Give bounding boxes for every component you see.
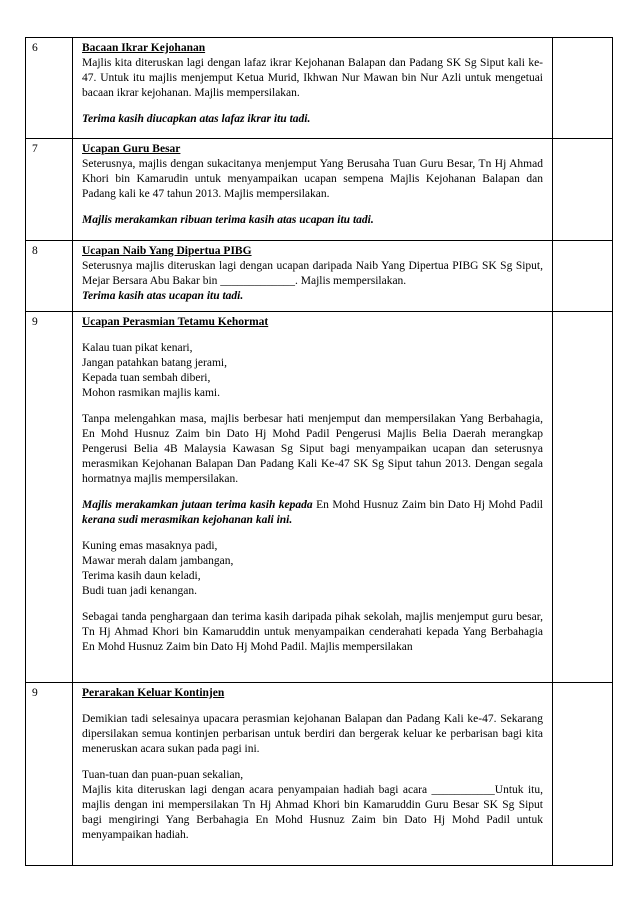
checkbox-cell <box>553 139 613 241</box>
thanks-tail: kerana sudi merasmikan kejohanan kali ini. <box>82 514 293 526</box>
pantun-line: Mohon rasmikan majlis kami. <box>82 387 220 399</box>
item-number: 9 <box>26 312 73 683</box>
item-number: 6 <box>26 38 73 139</box>
item-number: 8 <box>26 241 73 312</box>
item-paragraph: Seterusnya, majlis dengan sukacitanya menjemput Yang Berusaha Tuan Guru Besar, Tn Hj Ahmad Khori bin Kamarudin untuk menyampaikan ucapan sempena Majlis Kejohanan Balapan dan Padang kali ke 47 tahun 2013. Majlis mempersilakan. <box>82 158 543 200</box>
item-number: 9 <box>26 683 73 866</box>
checkbox-cell <box>553 241 613 312</box>
pantun-line: Budi tuan jadi kenangan. <box>82 585 197 597</box>
table-row <box>26 139 613 241</box>
pantun-line: Kepada tuan sembah diberi, <box>82 372 211 384</box>
pantun-line: Kuning emas masaknya padi, <box>82 540 218 552</box>
item-content <box>73 139 553 241</box>
item-content <box>73 241 553 312</box>
item-paragraph: Seterusnya majlis diteruskan lagi dengan ucapan daripada Naib Yang Dipertua PIBG SK Sg Siput, Mejar Bersara Abu Bakar bin _____________. Majlis mempersilakan. <box>82 260 543 287</box>
item-closing: Terima kasih atas ucapan itu tadi. <box>82 290 244 302</box>
table-row <box>26 683 613 866</box>
pantun-line: Jangan patahkan batang jerami, <box>82 357 227 369</box>
checkbox-cell <box>553 38 613 139</box>
item-paragraph: Majlis kita diteruskan lagi dengan lafaz ikrar Kejohanan Balapan dan Padang SK Sg Siput kali ke-47. Untuk itu majlis menjemput Ketua Murid, Ikhwan Nur Mawan bin Nur Azli untuk mengetuai bacaan ikrar kejohanan. Majlis mempersilakan. <box>82 57 543 99</box>
item-content <box>73 38 553 139</box>
item-content <box>73 312 553 683</box>
checkbox-cell <box>553 683 613 866</box>
item-paragraph: Tanpa melengahkan masa, majlis berbesar hati menjemput dan mempersilakan Yang Berbahagia, En Mohd Husnuz Zaim bin Dato Hj Mohd Padil Pengerusi Majlis Belia Daerah merangkap Pengerusi Belia 4B Malaysia Kawasan Sg Siput bagi menyampaikan ucapan dan seterusnya merasmikan Kejohanan Balapan Dan Padang Kali Ke-47 SK Sg Siput tahun 2013. Dengan segala hormatnya majlis mempersilakan. <box>82 413 543 485</box>
checkbox-cell <box>553 312 613 683</box>
item-closing: Terima kasih diucapkan atas lafaz ikrar itu tadi. <box>82 113 311 125</box>
item-paragraph: Majlis kita diteruskan lagi dengan acara penyampaian hadiah bagi acara ___________Untuk itu, majlis dengan ini mempersilakan Tn Hj Ahmad Khori bin Kamaruddin Guru Besar SK Sg Siput bagi mengiringi Yang Berbahagia En Mohd Husnuz Zaim bin Dato Hj Mohd Padil untuk menyampaikan hadiah. <box>82 784 543 841</box>
item-title: Ucapan Naib Yang Dipertua PIBG <box>82 245 252 257</box>
item-thanks <box>82 498 543 528</box>
item-title: Ucapan Perasmian Tetamu Kehormat <box>82 316 269 328</box>
programme-table <box>25 37 613 866</box>
item-title: Perarakan Keluar Kontinjen <box>82 687 225 699</box>
item-number: 7 <box>26 139 73 241</box>
item-title: Bacaan Ikrar Kejohanan <box>82 42 206 54</box>
pantun-line: Kalau tuan pikat kenari, <box>82 342 193 354</box>
table-row <box>26 312 613 683</box>
table-row <box>26 38 613 139</box>
table-row <box>26 241 613 312</box>
item-content <box>73 683 553 866</box>
item-paragraph: Demikian tadi selesainya upacara perasmian kejohanan Balapan dan Padang Kali ke-47. Sekarang dipersilakan semua kontinjen perbarisan untuk berdiri dan bergerak keluar ke perbarisan bagi kita meneruskan acara sukan pada pagi ini. <box>82 713 543 755</box>
pantun-line: Mawar merah dalam jambangan, <box>82 555 234 567</box>
item-greeting: Tuan-tuan dan puan-puan sekalian, <box>82 769 244 781</box>
guest-name: En Mohd Husnuz Zaim bin Dato Hj Mohd Padil <box>312 499 543 511</box>
item-title: Ucapan Guru Besar <box>82 143 181 155</box>
pantun-line: Terima kasih daun keladi, <box>82 570 201 582</box>
item-closing: Majlis merakamkan ribuan terima kasih atas ucapan itu tadi. <box>82 214 374 226</box>
thanks-lead: Majlis merakamkan jutaan terima kasih kepada <box>82 499 313 511</box>
item-paragraph: Sebagai tanda penghargaan dan terima kasih daripada pihak sekolah, majlis menjemput guru besar, Tn Hj Ahmad Khori bin Kamaruddin untuk menyampaikan cenderahati kepada Yang Berbahagia En Mohd Husnuz Zaim bin Dato Hj Mohd Padil. Majlis mempersilakan <box>82 611 543 653</box>
